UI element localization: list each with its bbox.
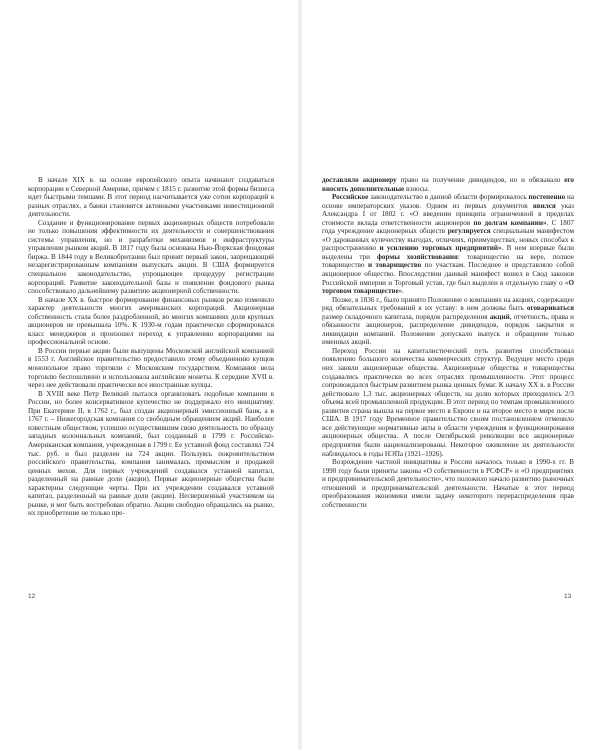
right-paragraph-1: доставляло акционеру право на получение дивидендов, но и обязывало его вносить дополнительные взносы. bbox=[322, 176, 574, 193]
bold-run: и усилению торговых предприятий» bbox=[379, 244, 502, 253]
bold-run: акций bbox=[489, 312, 510, 321]
right-paragraph-3: Позже, в 1836 г., было принято Положение о компаниях на акциях, содержащее ряд обязательных требований к их уставу: в нем должны быть оговариваться размер складочного капитала, порядок распределения акций, отчетность, права и обязанности акционеров, распределение дивидендов, порядок закрытия и ликвидации компаний. Положение допускало выпуск и обращение только именных акций. bbox=[322, 295, 574, 347]
page-number-left: 12 bbox=[28, 593, 36, 600]
bold-run: и товарищество bbox=[367, 261, 422, 270]
bold-run: по долгам компании» bbox=[473, 218, 547, 227]
bold-run: явился bbox=[532, 201, 556, 210]
bold-run: О торговом товариществе bbox=[322, 278, 574, 296]
bold-run: Российское bbox=[332, 193, 369, 202]
bold-run: формы хозяйствования bbox=[376, 252, 458, 261]
left-paragraph-4: В России первые акции были выпущены Московской английской компанией в 1553 г. Английское правительство предоставило этому объединению купцов монопольное право торговли с Московским государством. Компания вела торговлю беспошлинно и использовала английские монеты. К середине XVII в. через нее действовали практически все иностранные купцы. bbox=[28, 346, 274, 390]
bold-run: доставляло акционеру bbox=[322, 176, 397, 184]
bold-run: постепенно bbox=[528, 193, 566, 202]
right-paragraph-2: Российское законодательство в данной области формировалось постепенно на основе императорских указов. Одним из первых документов явился указ Александра I от 1802 г. «О введении принципа ограниченной в пределах стоимости вклада ответственности акционеров по долгам компании». С 1807 года учреждение акционерных обществ регулируется специальным манифестом «О дарованных купечеству выгодах, отличиях, преимуществах, новых способах к распространению и усилению торговых предприятий». В нем впервые были выделены три формы хозяйствования: товарищество на вере, полное товарищество и товарищество по участкам. Последнее и представляло собой акционерное общество. Впоследствии данный манифест вошел в Свод законов Российской империи и Торговый устав, где был выделен в отдельную главу о «О торговом товариществе». bbox=[322, 193, 575, 296]
left-paragraph-1: В начале XIX в. на основе европейского опыта начинают создаваться корпорации в Северной Америке, причем с 1815 г. развитие этой формы бизнеса идет быстрыми темпами. В этот период насчитывается уже сотни корпораций в разных отраслях, а банки становятся активными участниками инвестиционной деятельности. bbox=[28, 176, 274, 219]
left-paragraph-2: Создание и функционирование первых акционерных обществ потребовали не только повышения эффективности их деятельности и совершенствования системы управления, но и разработки механизмов и инфраструктуры управления рынком акций. В 1817 году была основана Нью-Йоркская фондовая биржа. В 1844 году в Великобритании был принят первый закон, запрещающий незарегистрированным компаниям выпускать акции. В США формируется специальное законодательство, упрощающее процедуру регистрации корпораций. Развитие законодательной базы и появление фондового рынка способствовало дальнейшему развитию акционерной собственности. bbox=[28, 218, 274, 296]
right-text-column bbox=[322, 176, 574, 509]
right-paragraph-4: Переход России на капиталистический путь развития способствовал появлению большого количества коммерческих структур. Ведущее место среди них заняли акционерные общества. Акционерные общества и товарищества создавались практически во всех отраслях промышленности. Этот процесс сопровождался быстрым развитием рынка ценных бумаг. К началу XX в. в России действовало 1,3 тыс. акционерных обществ, на долю которых приходилось 2/3 объема всей промышленной продукции. В этот период по темпам промышленного развития страна вышла на первое место в Европе и на второе место в мире после США. В 1917 году Временное правительство своим постановлением отменило все действующие нормативные акты в области учреждения и функционирования акционерных общества. А после Октябрьской революции все акционерные предприятия были национализированы. Некоторое оживление их деятельности наблюдалось в годы НЭПа (1921–1926). bbox=[322, 346, 574, 458]
left-text-column bbox=[28, 176, 274, 518]
bold-run: его вносить дополнительные bbox=[322, 176, 574, 193]
right-paragraph-5: Возрождение частной инициативы в России началось только в 1990-х гг. В 1990 году были приняты законы «О собственности в РСФСР» и «О предприятиях и предпринимательской деятельности», что положило начало развитию рыночных отношений и предпринимательской деятельности. Начатые в этот период преобразования экономики имели задачу некоторого перераспределения прав собственности bbox=[322, 458, 574, 509]
left-paragraph-3: В начале XX в. быстрое формирование финансовых рынков резко изменило характер деятельности многих американских корпораций. Акционерная собственность стала более раздробленной, во многих компаниях доля крупных акционеров не превышала 10%. К 1930-м годам практически сформировался класс менеджеров и произошел переход к управлению корпорациями на профессиональной основе. bbox=[28, 295, 274, 347]
page-number-right: 13 bbox=[564, 593, 572, 600]
left-paragraph-5: В XVIII веке Петр Великий пытался организовать подобные компании в России, но более консервативное купечество не поддержало его инициативу. При Екатерине II, в 1762 г., был создан акционерный эмиссионный банк, а в 1767 г. – Нижегородская компания со свободным обращением акций. Наиболее известным обществом, успешно осуществившим свою деятельность по образцу западных колониальных компаний, был созданный в 1799 г. Российско-Американская компания, учрежденная в 1799 г. Ее уставной фонд составлял 724 тыс. руб. и был разделен на 724 акции. Пользуясь покровительством российского правительства, компания занималась промыслом и продажей ценных мехов. Для первых учреждений создавался уставной капитал, разделенный на равные доли (акции). Первые акционерные общества были характерны следующие черты. При их учреждении создавался уставной капитал, разделенный на равные доли (акции). Несвершенный участником на рынке, и мог быть востребован обратно. Акции свободно обращались на рынке, их приобретение не только пре- bbox=[28, 389, 274, 518]
bold-run: регулируется bbox=[447, 227, 491, 236]
right-page bbox=[300, 0, 600, 750]
bold-run: оговариваться bbox=[526, 304, 574, 313]
